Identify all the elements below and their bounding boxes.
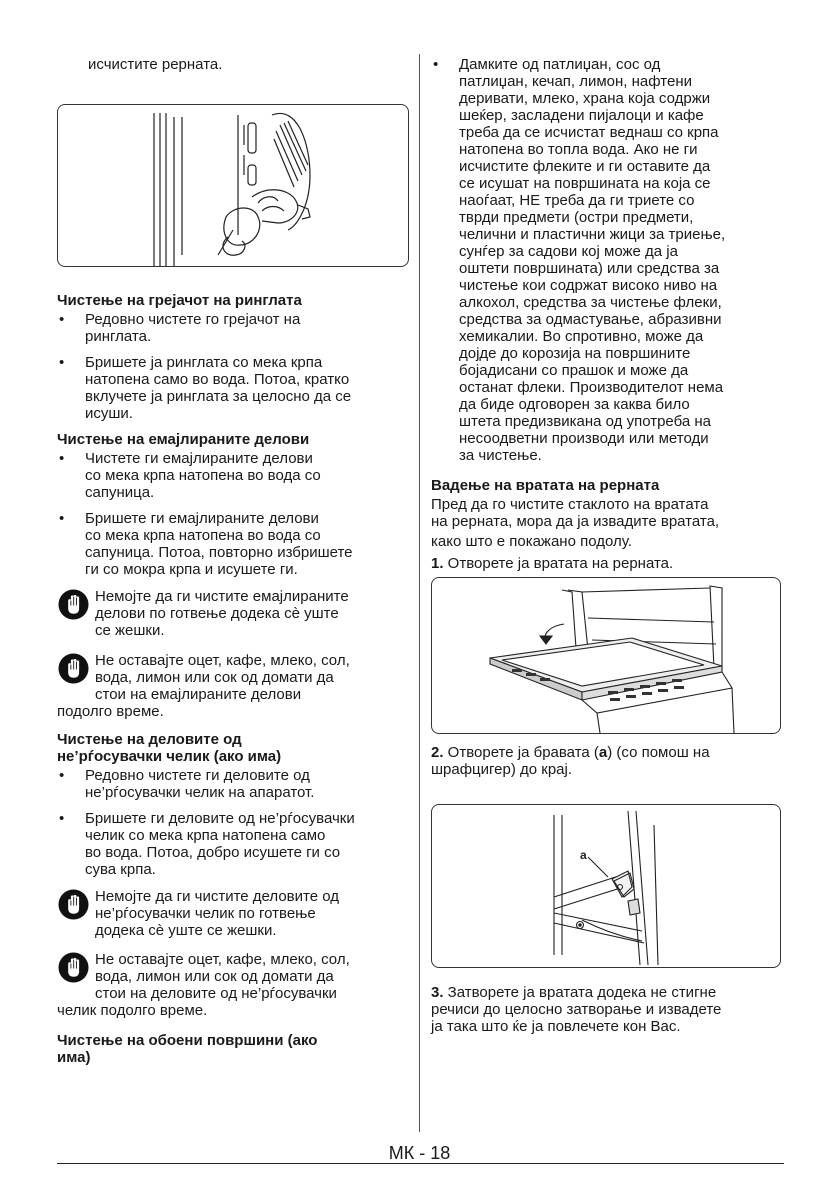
- step-2: 2. Отворете ја бравата (a) (со помош на шрафцигер) до крај.: [431, 744, 710, 778]
- left-column: [57, 56, 409, 1066]
- stop-hand-icon: [58, 589, 89, 620]
- enamel-list: [57, 450, 409, 578]
- warning-block: Немојте да ги чистите деловите од не’рѓосувачки челик по готвење додека сè уште се жешки.: [57, 888, 409, 939]
- figure-door-lock: [431, 804, 781, 968]
- warning-block: Не оставајте оцет, кафе, млеко, сол, вода, лимон или сок од домати да стои на емајлираните делови подолго време.: [57, 652, 350, 720]
- stains-list: [431, 56, 785, 464]
- list-item: • Бришете ги деловите од не’рѓосувачки челик со мека крпа натопена само во вода. Потоа, добро исушете ги со сува крпа.: [57, 810, 409, 878]
- steel-heading: Чистење на деловите од не’рѓосувачки челик (ако има): [57, 731, 282, 765]
- intro-text: исчистите рерната.: [88, 56, 223, 73]
- steel-list: [57, 767, 409, 878]
- step-1: 1. Отворете ја вратата на рерната.: [431, 555, 674, 572]
- door-lock-illustration: [432, 805, 780, 967]
- oven-door-open-illustration: [432, 578, 780, 733]
- figure-label-a: a: [580, 848, 587, 862]
- painted-heading: Чистење на обоени површини (ако има): [57, 1032, 318, 1066]
- door-intro: Пред да го чистите стаклото на вратата на рерната, мора да ја извадите вратата, како што е покажано подолу.: [431, 496, 720, 550]
- list-item: • Бришете ги емајлираните делови со мека крпа натопена во вода со сапуница. Потоа, повторно избришете ги со мокра крпа и исушете ги.: [57, 510, 409, 578]
- list-item: • Бришете ја ринглата со мека крпа натопена само во вода. Потоа, кратко вклучете ја ринглата за целосно да се исуши.: [57, 354, 409, 422]
- bottom-rule: [57, 1163, 784, 1164]
- stop-hand-icon: [58, 889, 89, 920]
- column-divider: [419, 54, 420, 1132]
- list-item: • Дамките од патлиџан, сос од патлиџан, кечап, лимон, нафтени деривати, млеко, храна која содржи шеќер, засладени пијалоци и кафе треба да се исчистат веднаш со крпа натопена во топла вода. Ако не ги исчистите флеките и ги оставите да се исушат на површината на која се наоѓаат, НЕ треба да ги триете со тврди предмети (остри предмети, челични и пластични жици за триење, сунѓер за садови кој може да ја оштети површината) или средства за чистење кои содржат високо ниво на алкохол, средства за чистење флеки, средства за одмастување, абразивни хемикалии. Во спротивно, може да дојде до корозија на површините бојадисани со прашок и може да останат флеки. Производителот нема да биде одговорен за каква било штета предизвикана од употреба на несоодветни производи или методи за чистење.: [431, 56, 785, 464]
- enamel-heading: Чистење на емајлираните делови: [57, 431, 310, 448]
- right-column: [431, 56, 785, 1035]
- stop-hand-icon: [58, 952, 89, 983]
- list-item: • Редовно чистете ги деловите од не’рѓосувачки челик на апаратот.: [57, 767, 409, 801]
- stop-hand-icon: [58, 653, 89, 684]
- step-3: 3. Затворете ја вратата додека не стигне речиси до целосно затворање и извадете ја така што ќе ја повлечете кон Вас.: [431, 984, 722, 1035]
- door-heading: Вадење на вратата на рерната: [431, 477, 660, 494]
- figure-oven-wiping: [57, 104, 409, 267]
- list-item: • Редовно чистете го грејачот на ринглата.: [57, 311, 409, 345]
- oven-wiping-illustration: [58, 105, 408, 266]
- warning-block: Немојте да ги чистите емајлираните делови по готвење додека сè уште се жешки.: [57, 588, 409, 639]
- warning-block: Не оставајте оцет, кафе, млеко, сол, вода, лимон или сок од домати да стои на деловите од не’рѓосувачки челик подолго време.: [57, 951, 350, 1019]
- page-number: МК - 18: [388, 1143, 451, 1163]
- heating-heading: Чистење на грејачот на ринглата: [57, 292, 302, 309]
- figure-door-open: [431, 577, 781, 734]
- list-item: • Чистете ги емајлираните делови со мека крпа натопена во вода со сапуница.: [57, 450, 409, 501]
- heating-list: [57, 311, 409, 422]
